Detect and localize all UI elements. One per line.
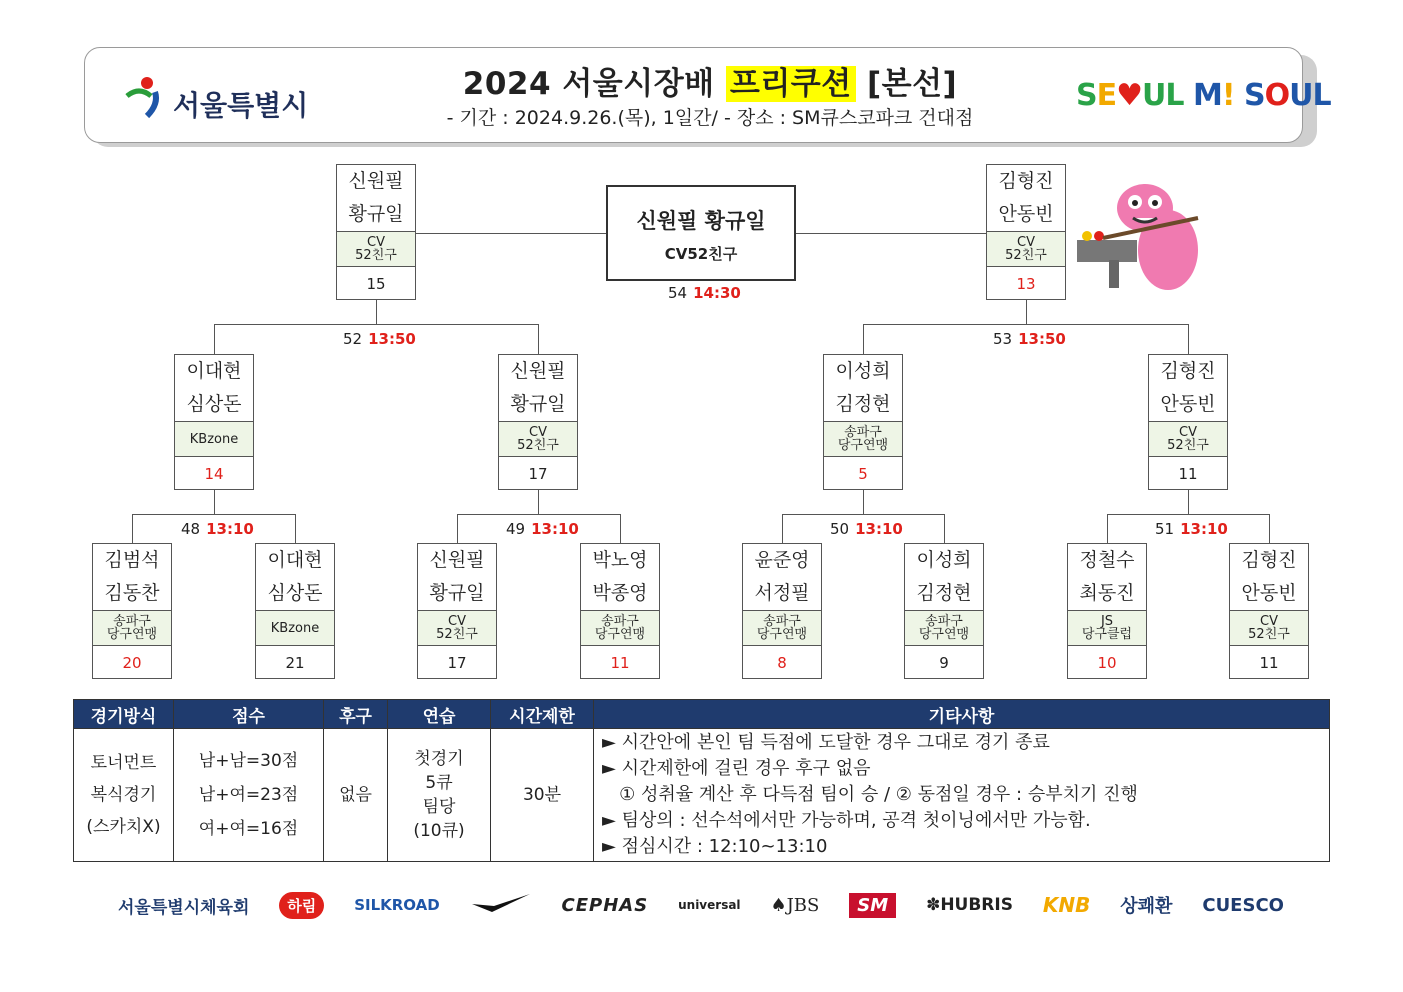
team-box bbox=[904, 543, 984, 679]
player-name: 김정현 bbox=[916, 582, 972, 604]
event-info: - 기간 : 2024.9.26.(목), 1일간/ - 장소 : SM큐스코파크 건대점 bbox=[446, 107, 974, 129]
player-name: 박노영 bbox=[592, 549, 648, 571]
team-score: 9 bbox=[939, 654, 949, 672]
practice-line: (10큐) bbox=[413, 821, 465, 841]
team-score: 5 bbox=[858, 465, 868, 483]
mascot-icon bbox=[1073, 170, 1203, 295]
player-name: 안동빈 bbox=[998, 203, 1054, 225]
swoosh-logo-icon bbox=[470, 890, 532, 920]
team-club: 송파구 당구연맹 bbox=[93, 610, 171, 646]
sponsor-logo: 하림 bbox=[279, 892, 324, 919]
match-label bbox=[668, 284, 741, 302]
team-score: 14 bbox=[204, 465, 224, 483]
player-name: 심상돈 bbox=[186, 393, 242, 415]
player-name: 김정현 bbox=[835, 393, 891, 415]
sponsor-logo: ✽HUBRIS bbox=[926, 895, 1013, 915]
format-line: 복식경기 bbox=[90, 785, 157, 805]
match-label bbox=[1155, 520, 1228, 538]
player-name: 황규일 bbox=[429, 582, 485, 604]
score-line: 여+여=16점 bbox=[198, 819, 299, 839]
bracket-line bbox=[214, 324, 539, 325]
team-club: 송파구 당구연맹 bbox=[743, 610, 821, 646]
note-line: ► 점심시간 : 12:10~13:10 bbox=[602, 836, 828, 857]
team-box bbox=[823, 354, 903, 490]
team-box bbox=[742, 543, 822, 679]
time-limit-cell: 30분 bbox=[491, 729, 594, 862]
team-club: KBzone bbox=[175, 421, 253, 457]
bracket-line bbox=[1188, 490, 1189, 515]
player-name: 안동빈 bbox=[1241, 582, 1297, 604]
team-box bbox=[336, 164, 416, 300]
match-time: 13:10 bbox=[206, 520, 254, 538]
note-line: ► 시간안에 본인 팀 득점에 도달한 경우 그대로 경기 종료 bbox=[602, 732, 1050, 753]
practice-line: 첫경기 bbox=[414, 749, 464, 769]
bracket-line bbox=[782, 514, 945, 515]
sponsor-logo: CEPHAS bbox=[561, 894, 649, 916]
player-name: 이대현 bbox=[267, 549, 323, 571]
seoul-city-logo bbox=[125, 74, 309, 127]
team-score: 17 bbox=[447, 654, 467, 672]
team-club: CV 52친구 bbox=[1230, 610, 1308, 646]
header-practice: 연습 bbox=[388, 700, 491, 729]
bracket-line bbox=[863, 324, 1189, 325]
team-score: 11 bbox=[610, 654, 630, 672]
champion-names: 신원필 황규일 bbox=[636, 209, 766, 233]
sponsor-logo: KNB bbox=[1042, 893, 1091, 917]
bracket-line bbox=[457, 514, 458, 544]
team-club: 송파구 당구연맹 bbox=[905, 610, 983, 646]
bracket-line bbox=[1026, 300, 1027, 325]
team-box bbox=[1067, 543, 1147, 679]
player-name: 이성희 bbox=[916, 549, 972, 571]
bracket-line bbox=[132, 514, 133, 544]
team-club: CV 52친구 bbox=[337, 231, 415, 267]
match-time: 13:10 bbox=[531, 520, 579, 538]
team-club: JS 당구클럽 bbox=[1068, 610, 1146, 646]
score-line: 남+여=23점 bbox=[198, 785, 299, 805]
practice-cell bbox=[388, 729, 491, 862]
match-number: 49 bbox=[506, 520, 526, 538]
team-box bbox=[255, 543, 335, 679]
header-time-limit: 시간제한 bbox=[491, 700, 594, 729]
match-number: 50 bbox=[830, 520, 850, 538]
player-name: 윤준영 bbox=[754, 549, 810, 571]
bracket-line bbox=[538, 490, 539, 515]
player-name: 서정필 bbox=[754, 582, 810, 604]
bracket-line bbox=[416, 233, 607, 234]
note-line: ► 시간제한에 걸린 경우 후구 없음 bbox=[602, 758, 871, 779]
team-score: 17 bbox=[528, 465, 548, 483]
practice-line: 팀당 bbox=[422, 797, 456, 817]
team-box bbox=[580, 543, 660, 679]
bracket-line bbox=[457, 514, 621, 515]
match-number: 54 bbox=[668, 284, 688, 302]
sponsor-logo: SILKROAD bbox=[354, 896, 440, 914]
org-name: 서울특별시 bbox=[173, 89, 309, 122]
match-time: 13:10 bbox=[855, 520, 903, 538]
header-notes: 기타사항 bbox=[594, 700, 1330, 729]
bracket-line bbox=[132, 514, 296, 515]
player-name: 신원필 bbox=[429, 549, 485, 571]
note-line: ① 성취율 계산 후 다득점 팀이 승 / ② 동점일 경우 : 승부치기 진행 bbox=[602, 784, 1138, 805]
team-box bbox=[498, 354, 578, 490]
team-club: CV 52친구 bbox=[987, 231, 1065, 267]
format-cell bbox=[74, 729, 174, 862]
format-line: (스카치X) bbox=[86, 817, 161, 837]
player-name: 김동찬 bbox=[104, 582, 160, 604]
sponsor-logo: CUESCO bbox=[1202, 894, 1284, 916]
champion-box bbox=[606, 185, 796, 281]
player-name: 심상돈 bbox=[267, 582, 323, 604]
title-prefix: 2024 서울시장배 bbox=[462, 66, 715, 102]
bracket-line bbox=[214, 490, 215, 515]
rules-table bbox=[73, 699, 1330, 862]
bracket-line bbox=[782, 514, 783, 544]
bracket-line bbox=[620, 514, 621, 544]
team-club: KBzone bbox=[256, 610, 334, 646]
team-box bbox=[417, 543, 497, 679]
match-number: 53 bbox=[993, 330, 1013, 348]
bracket-line bbox=[1107, 514, 1270, 515]
team-score: 13 bbox=[1016, 275, 1036, 293]
sponsor-bar bbox=[118, 885, 1284, 925]
player-name: 박종영 bbox=[592, 582, 648, 604]
score-cell bbox=[174, 729, 324, 862]
header-break: 후구 bbox=[324, 700, 388, 729]
team-score: 21 bbox=[285, 654, 305, 672]
title-suffix: [본선] bbox=[866, 66, 958, 102]
bracket-line bbox=[944, 514, 945, 544]
player-name: 이성희 bbox=[835, 360, 891, 382]
bracket-line bbox=[796, 233, 987, 234]
team-score: 8 bbox=[777, 654, 787, 672]
player-name: 김형진 bbox=[1160, 360, 1216, 382]
match-time: 13:50 bbox=[368, 330, 416, 348]
sponsor-logo: SM bbox=[849, 893, 896, 918]
player-name: 김형진 bbox=[1241, 549, 1297, 571]
practice-line: 5큐 bbox=[425, 773, 453, 793]
team-score: 11 bbox=[1259, 654, 1279, 672]
team-club: CV 52친구 bbox=[1149, 421, 1227, 457]
player-name: 신원필 bbox=[510, 360, 566, 382]
team-club: 송파구 당구연맹 bbox=[581, 610, 659, 646]
title-highlight: 프리쿠션 bbox=[726, 66, 856, 102]
player-name: 안동빈 bbox=[1160, 393, 1216, 415]
page-title bbox=[380, 58, 1040, 103]
bracket-line bbox=[1269, 514, 1270, 544]
match-time: 14:30 bbox=[693, 284, 741, 302]
match-number: 48 bbox=[181, 520, 201, 538]
team-score: 20 bbox=[122, 654, 142, 672]
player-name: 신원필 bbox=[348, 170, 404, 192]
match-number: 52 bbox=[343, 330, 363, 348]
rules-header-row bbox=[74, 700, 1330, 729]
bracket-line bbox=[214, 324, 215, 355]
team-box bbox=[1229, 543, 1309, 679]
player-name: 정철수 bbox=[1079, 549, 1135, 571]
bracket-line bbox=[376, 300, 377, 325]
bracket-line bbox=[295, 514, 296, 544]
match-time: 13:50 bbox=[1018, 330, 1066, 348]
team-box bbox=[92, 543, 172, 679]
team-score: 10 bbox=[1097, 654, 1117, 672]
match-label bbox=[830, 520, 903, 538]
sponsor-logo: 상쾌환 bbox=[1120, 896, 1173, 917]
format-line: 토너먼트 bbox=[90, 753, 157, 773]
team-club: CV 52친구 bbox=[499, 421, 577, 457]
bracket-line bbox=[863, 324, 864, 355]
bracket-line bbox=[538, 324, 539, 355]
seoul-symbol-icon bbox=[125, 74, 171, 120]
sponsor-logo: ♠JBS bbox=[770, 894, 820, 916]
match-label bbox=[993, 330, 1066, 348]
sponsor-logo: universal bbox=[678, 898, 741, 912]
match-time: 13:10 bbox=[1180, 520, 1228, 538]
bracket-line bbox=[863, 490, 864, 515]
player-name: 최동진 bbox=[1079, 582, 1135, 604]
team-box bbox=[986, 164, 1066, 300]
player-name: 황규일 bbox=[348, 203, 404, 225]
rules-row bbox=[74, 729, 1330, 862]
team-score: 11 bbox=[1178, 465, 1198, 483]
player-name: 김범석 bbox=[104, 549, 160, 571]
player-name: 황규일 bbox=[510, 393, 566, 415]
note-line: ► 팀상의 : 선수석에서만 가능하며, 공격 첫이닝에서만 가능함. bbox=[602, 810, 1091, 831]
team-club: 송파구 당구연맹 bbox=[824, 421, 902, 457]
match-label bbox=[181, 520, 254, 538]
match-label bbox=[343, 330, 416, 348]
notes-cell bbox=[594, 729, 1330, 862]
team-box bbox=[174, 354, 254, 490]
bracket-line bbox=[1188, 324, 1189, 355]
champion-club: CV52친구 bbox=[664, 245, 738, 263]
seoul-my-soul-logo: SE♥UL M! SOUL bbox=[1076, 78, 1331, 113]
team-club: CV 52친구 bbox=[418, 610, 496, 646]
bracket-line bbox=[1107, 514, 1108, 544]
sponsor-logo: 서울특별시체육회 bbox=[118, 897, 250, 918]
team-score: 15 bbox=[366, 275, 386, 293]
score-line: 남+남=30점 bbox=[198, 751, 299, 771]
match-label bbox=[506, 520, 579, 538]
player-name: 이대현 bbox=[186, 360, 242, 382]
break-cell: 없음 bbox=[324, 729, 388, 862]
team-box bbox=[1148, 354, 1228, 490]
header-score: 점수 bbox=[174, 700, 324, 729]
mascot-illustration bbox=[1073, 170, 1203, 295]
player-name: 김형진 bbox=[998, 170, 1054, 192]
header-format: 경기방식 bbox=[74, 700, 174, 729]
match-number: 51 bbox=[1155, 520, 1175, 538]
